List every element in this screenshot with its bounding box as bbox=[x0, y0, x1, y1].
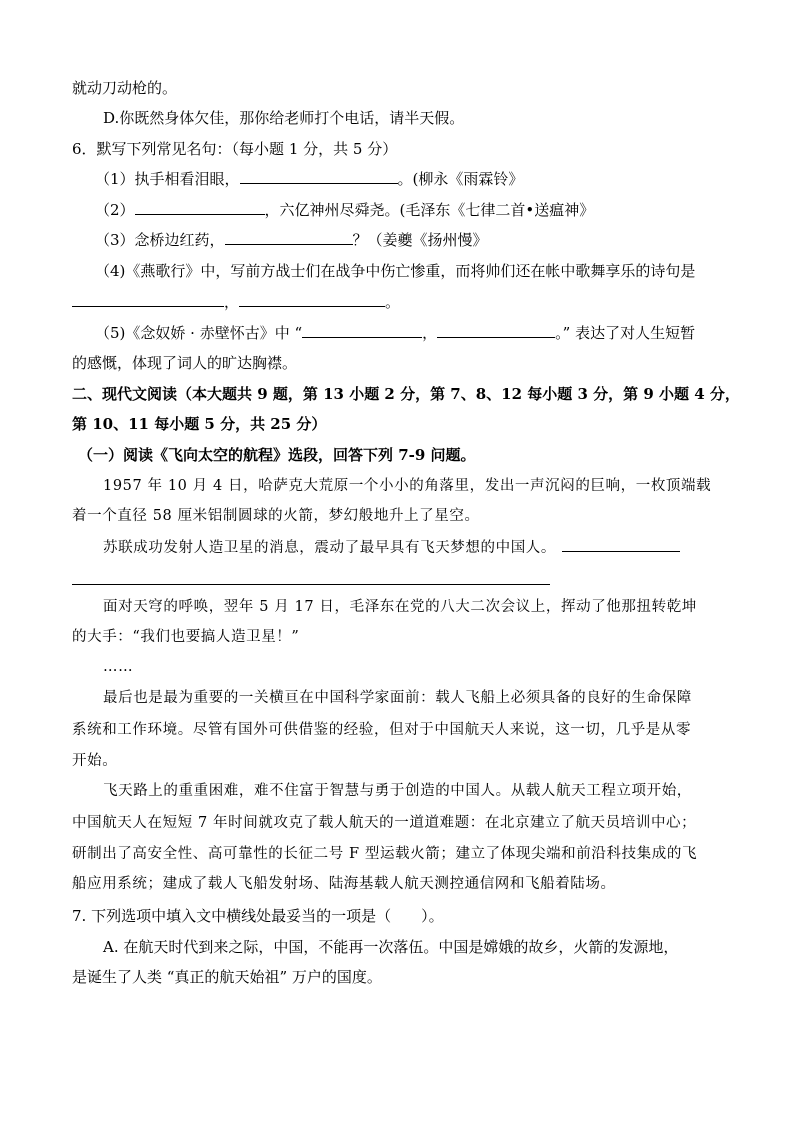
text-line: 的感慨，体现了词人的旷达胸襟。 bbox=[72, 354, 298, 372]
passage-line: 开始。 bbox=[72, 753, 118, 769]
item-source: 。(柳永《雨霖铃》 bbox=[397, 170, 524, 188]
option-a-cont: 是诞生了人类 “真正的航天始祖” 万户的国度。 bbox=[72, 968, 382, 986]
passage-line: 船应用系统；建成了载人飞船发射场、陆海基载人航天测控通信网和飞船着陆场。 bbox=[72, 876, 616, 892]
item-source: ，六亿神州尽舜尧。(毛泽东《七律二首•送瘟神》 bbox=[264, 201, 595, 219]
answer-blank[interactable] bbox=[437, 323, 555, 338]
passage-line: 的大手：“我们也要搞人造卫星！” bbox=[72, 629, 300, 645]
option-d: D.你既然身体欠佳，那你给老师打个电话，请半天假。 bbox=[103, 109, 465, 127]
question-6-item-4: （4)《燕歌行》中，写前方战士们在战争中伤亡惨重，而将帅们还在帐中歌舞享乐的诗句是 bbox=[95, 262, 696, 280]
separator: ， bbox=[224, 293, 240, 311]
item-tail: 。” 表达了对人生短暂 bbox=[555, 324, 696, 342]
section-heading-cont: 第 10、11 每小题 5 分，共 25 分） bbox=[72, 415, 327, 433]
passage-text: 苏联成功发射人造卫星的消息，震动了最早具有飞天梦想的中国人。 bbox=[103, 540, 556, 556]
passage-line bbox=[103, 537, 680, 558]
answer-blank[interactable] bbox=[562, 537, 680, 552]
passage-line: 飞天路上的重重困难，难不住富于智慧与勇于创造的中国人。从载人航天工程立项开始， bbox=[103, 783, 692, 799]
separator: ， bbox=[422, 324, 438, 342]
question-6-heading: 6．默写下列常见名句：（每小题 1 分，共 5 分） bbox=[72, 140, 398, 158]
item-text: （3）念桥边红药， bbox=[95, 231, 225, 249]
answer-blank[interactable] bbox=[240, 169, 398, 184]
passage-line: 系统和工作环境。尽管有国外可供借鉴的经验，但对于中国航天人来说，这一切，几乎是从零 bbox=[72, 722, 692, 738]
item-text: （1）执手相看泪眼， bbox=[95, 170, 240, 188]
answer-blank[interactable] bbox=[302, 323, 422, 338]
answer-blank[interactable] bbox=[225, 230, 353, 245]
question-6-item-4-blanks bbox=[72, 292, 400, 312]
passage-line: 面对天穹的呼唤，翌年 5 月 17 日，毛泽东在党的八大二次会议上，挥动了他那扭转乾坤 bbox=[103, 599, 697, 615]
ellipsis: …… bbox=[103, 659, 134, 675]
question-6-item-5 bbox=[95, 323, 695, 343]
passage-line: 中国航天人在短短 7 年时间就攻克了载人航天的一道道难题：在北京建立了航天员培训中心； bbox=[72, 815, 697, 831]
question-7: 7. 下列选项中填入文中横线处最妥当的一项是（ ）。 bbox=[72, 907, 444, 925]
question-6-item-2 bbox=[95, 200, 594, 220]
section-heading: 二、现代文阅读（本大题共 9 题，第 13 小题 2 分，第 7、8、12 每小题 3 分，第 9 小题 4 分， bbox=[72, 385, 740, 403]
text-line: 就动刀动枪的。 bbox=[72, 79, 178, 97]
question-6-item-1 bbox=[95, 169, 523, 189]
answer-blank[interactable] bbox=[239, 292, 385, 307]
option-a: A. 在航天时代到来之际，中国，不能再一次落伍。中国是嫦娥的故乡，火箭的发源地， bbox=[103, 938, 679, 956]
item-text: （5)《念奴娇 · 赤壁怀古》中 “ bbox=[95, 324, 303, 342]
passage-line: 最后也是最为重要的一关横亘在中国科学家面前：载人飞船上必须具备的良好的生命保障 bbox=[103, 690, 692, 706]
item-text: （2） bbox=[95, 201, 135, 219]
answer-blank-line[interactable] bbox=[72, 584, 550, 585]
passage-line: 研制出了高安全性、高可靠性的长征二号 F 型运载火箭；建立了体现尖端和前沿科技集成的飞 bbox=[72, 846, 698, 862]
passage-heading: （一）阅读《飞向太空的航程》选段，回答下列 7-9 问题。 bbox=[78, 446, 476, 464]
passage-line: 着一个直径 58 厘米铝制圆球的火箭，梦幻般地升上了星空。 bbox=[72, 508, 480, 524]
passage-line: 1957 年 10 月 4 日，哈萨克大荒原一个小小的角落里，发出一声沉闷的巨响，一枚顶端载 bbox=[103, 478, 712, 494]
line-end: 。 bbox=[385, 293, 401, 311]
question-6-item-3 bbox=[95, 230, 488, 250]
item-source: ？（姜夔《扬州慢》 bbox=[352, 231, 488, 249]
answer-blank[interactable] bbox=[72, 292, 224, 307]
answer-blank[interactable] bbox=[135, 200, 265, 215]
